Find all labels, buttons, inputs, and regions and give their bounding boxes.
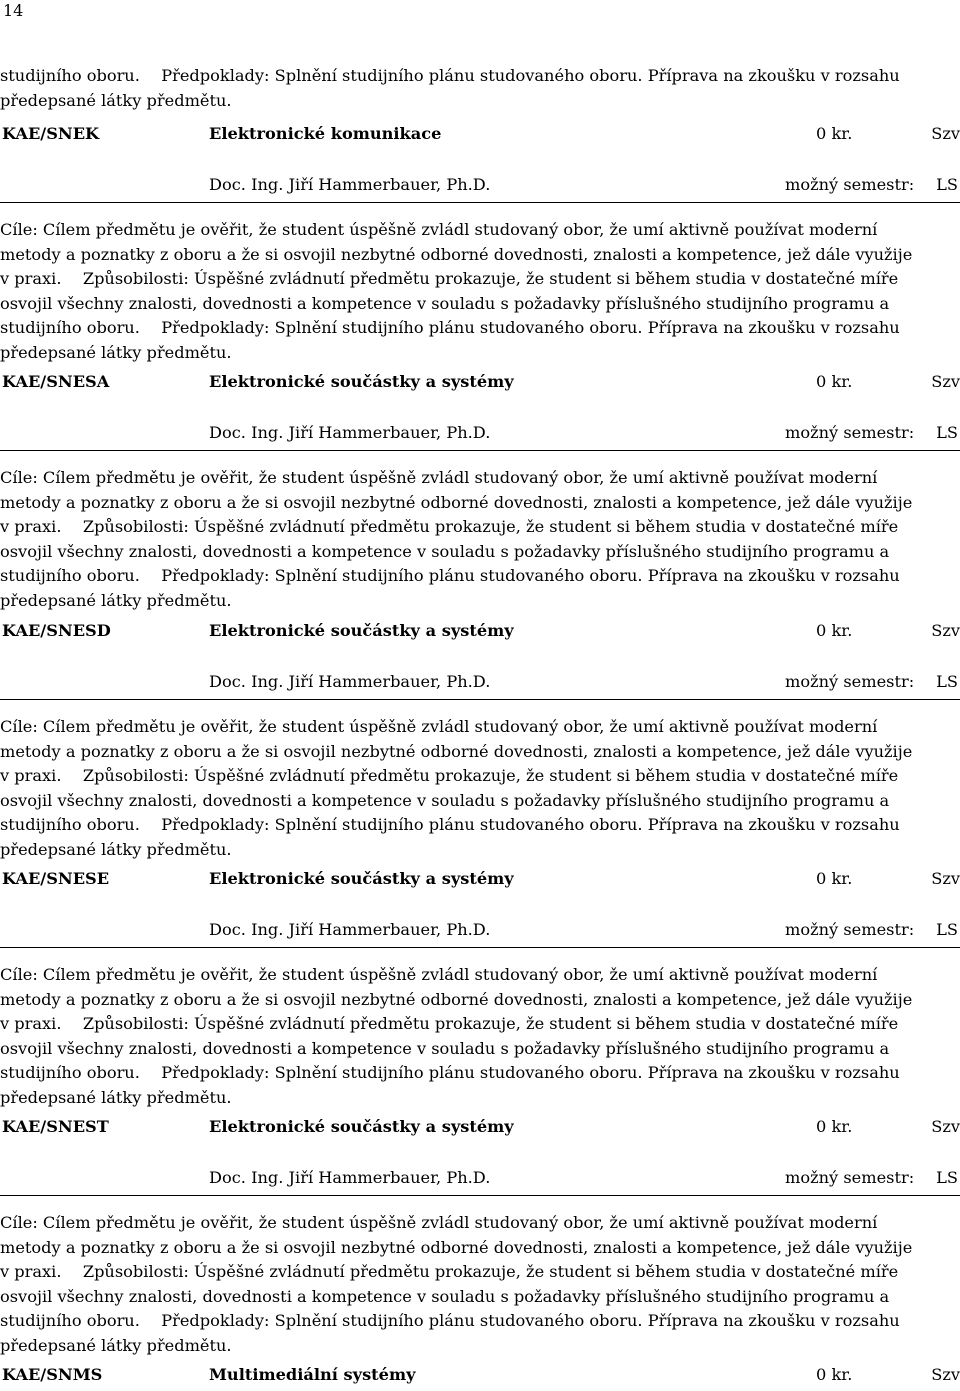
course-credits: 0 kr. bbox=[816, 124, 853, 143]
divider bbox=[0, 450, 960, 451]
course-name: Elektronické součástky a systémy bbox=[209, 621, 514, 640]
course-entry bbox=[0, 1117, 960, 1359]
text-line: studijního oboru. Předpoklady: Splnění studijního plánu studovaného oboru. Příprava na zkoušku v rozsahu bbox=[0, 66, 900, 85]
text-line: Cíle: Cílem předmětu je ověřit, že student úspěšně zvládl studovaný obor, že umí aktivně používat moderní bbox=[0, 468, 878, 487]
semester-value: LS bbox=[936, 920, 958, 939]
page-number: 14 bbox=[3, 1, 24, 20]
text-line: předepsané látky předmětu. bbox=[0, 1087, 232, 1107]
text-line: v praxi. Způsobilosti: Úspěšné zvládnutí předmětu prokazuje, že student si během studia v dostatečné míře bbox=[0, 269, 899, 289]
course-entry bbox=[0, 621, 960, 863]
course-credits: 0 kr. bbox=[816, 372, 853, 391]
course-header bbox=[0, 1117, 960, 1143]
text-line: Cíle: Cílem předmětu je ověřit, že student úspěšně zvládl studovaný obor, že umí aktivně používat moderní bbox=[0, 220, 878, 239]
semester-value: LS bbox=[936, 175, 958, 194]
text-line: Cíle: Cílem předmětu je ověřit, že student úspěšně zvládl studovaný obor, že umí aktivně používat moderní bbox=[0, 1213, 878, 1232]
course-code: KAE/SNESE bbox=[2, 869, 110, 888]
semester-value: LS bbox=[936, 1168, 958, 1187]
course-credits: 0 kr. bbox=[816, 1365, 853, 1384]
text-line: osvojil všechny znalosti, dovednosti a kompetence v souladu s požadavky příslušného studijního programu a bbox=[0, 1286, 890, 1306]
text-line: předepsané látky předmětu. bbox=[0, 839, 232, 859]
course-teacher-row bbox=[0, 672, 960, 698]
text-line: osvojil všechny znalosti, dovednosti a kompetence v souladu s požadavky příslušného studijního programu a bbox=[0, 541, 890, 561]
course-teacher-row bbox=[0, 423, 960, 449]
text-line: předepsané látky předmětu. bbox=[0, 1335, 232, 1355]
semester-value: LS bbox=[936, 423, 958, 442]
text-line: studijního oboru. Předpoklady: Splnění studijního plánu studovaného oboru. Příprava na zkoušku v rozsahu bbox=[0, 318, 900, 338]
course-credits: 0 kr. bbox=[816, 869, 853, 888]
course-entry bbox=[0, 372, 960, 614]
course-code: KAE/SNMS bbox=[2, 1365, 103, 1384]
divider bbox=[0, 947, 960, 948]
course-teacher-row bbox=[0, 175, 960, 201]
course-code: KAE/SNEK bbox=[2, 124, 100, 143]
text-line: předepsané látky předmětu. bbox=[0, 90, 232, 110]
course-ending: Szv bbox=[931, 1365, 960, 1384]
text-line: předepsané látky předmětu. bbox=[0, 590, 232, 610]
text-line: metody a poznatky z oboru a že si osvojil nezbytné odborné dovednosti, znalosti a kompetence, jež dále využije bbox=[0, 741, 913, 761]
text-line: v praxi. Způsobilosti: Úspěšné zvládnutí předmětu prokazuje, že student si během studia v dostatečné míře bbox=[0, 517, 899, 537]
semester-value: LS bbox=[936, 672, 958, 691]
text-line: v praxi. Způsobilosti: Úspěšné zvládnutí předmětu prokazuje, že student si během studia v dostatečné míře bbox=[0, 766, 899, 786]
course-header bbox=[0, 124, 960, 150]
divider bbox=[0, 699, 960, 700]
text-line: metody a poznatky z oboru a že si osvojil nezbytné odborné dovednosti, znalosti a kompetence, jež dále využije bbox=[0, 492, 913, 512]
text-line: studijního oboru. Předpoklady: Splnění studijního plánu studovaného oboru. Příprava na zkoušku v rozsahu bbox=[0, 566, 900, 586]
course-ending: Szv bbox=[931, 621, 960, 640]
course-header bbox=[0, 621, 960, 647]
course-name: Elektronické součástky a systémy bbox=[209, 869, 514, 888]
course-entry bbox=[0, 124, 960, 366]
text-line: předepsané látky předmětu. bbox=[0, 342, 232, 362]
course-name: Multimediální systémy bbox=[209, 1365, 416, 1384]
course-entry bbox=[0, 1365, 960, 1391]
course-credits: 0 kr. bbox=[816, 621, 853, 640]
course-code: KAE/SNESA bbox=[2, 372, 110, 391]
course-credits: 0 kr. bbox=[816, 1117, 853, 1136]
text-line: Cíle: Cílem předmětu je ověřit, že student úspěšně zvládl studovaný obor, že umí aktivně používat moderní bbox=[0, 717, 878, 736]
course-lecturer: Doc. Ing. Jiří Hammerbauer, Ph.D. bbox=[209, 672, 491, 691]
text-line: osvojil všechny znalosti, dovednosti a kompetence v souladu s požadavky příslušného studijního programu a bbox=[0, 790, 890, 810]
course-lecturer: Doc. Ing. Jiří Hammerbauer, Ph.D. bbox=[209, 920, 491, 939]
text-line: Cíle: Cílem předmětu je ověřit, že student úspěšně zvládl studovaný obor, že umí aktivně používat moderní bbox=[0, 965, 878, 984]
text-line: metody a poznatky z oboru a že si osvojil nezbytné odborné dovednosti, znalosti a kompetence, jež dále využije bbox=[0, 244, 913, 264]
text-line: studijního oboru. Předpoklady: Splnění studijního plánu studovaného oboru. Příprava na zkoušku v rozsahu bbox=[0, 1311, 900, 1331]
text-line: metody a poznatky z oboru a že si osvojil nezbytné odborné dovednosti, znalosti a kompetence, jež dále využije bbox=[0, 1237, 913, 1257]
intro-paragraph bbox=[0, 64, 960, 113]
course-name: Elektronické komunikace bbox=[209, 124, 442, 143]
course-name: Elektronické součástky a systémy bbox=[209, 1117, 514, 1136]
course-description bbox=[0, 466, 960, 614]
text-line: osvojil všechny znalosti, dovednosti a kompetence v souladu s požadavky příslušného studijního programu a bbox=[0, 293, 890, 313]
course-description bbox=[0, 1211, 960, 1359]
course-entry bbox=[0, 869, 960, 1111]
semester-label: možný semestr: bbox=[785, 1168, 915, 1187]
course-description bbox=[0, 715, 960, 863]
course-teacher-row bbox=[0, 920, 960, 946]
text-line: studijního oboru. Předpoklady: Splnění studijního plánu studovaného oboru. Příprava na zkoušku v rozsahu bbox=[0, 1063, 900, 1083]
semester-label: možný semestr: bbox=[785, 175, 915, 194]
course-teacher-row bbox=[0, 1168, 960, 1194]
divider bbox=[0, 1195, 960, 1196]
divider bbox=[0, 202, 960, 203]
course-lecturer: Doc. Ing. Jiří Hammerbauer, Ph.D. bbox=[209, 175, 491, 194]
course-code: KAE/SNESD bbox=[2, 621, 111, 640]
semester-label: možný semestr: bbox=[785, 920, 915, 939]
text-line: metody a poznatky z oboru a že si osvojil nezbytné odborné dovednosti, znalosti a kompetence, jež dále využije bbox=[0, 989, 913, 1009]
course-lecturer: Doc. Ing. Jiří Hammerbauer, Ph.D. bbox=[209, 1168, 491, 1187]
course-lecturer: Doc. Ing. Jiří Hammerbauer, Ph.D. bbox=[209, 423, 491, 442]
course-header bbox=[0, 1365, 960, 1391]
text-line: studijního oboru. Předpoklady: Splnění studijního plánu studovaného oboru. Příprava na zkoušku v rozsahu bbox=[0, 815, 900, 835]
text-line: osvojil všechny znalosti, dovednosti a kompetence v souladu s požadavky příslušného studijního programu a bbox=[0, 1038, 890, 1058]
text-line: v praxi. Způsobilosti: Úspěšné zvládnutí předmětu prokazuje, že student si během studia v dostatečné míře bbox=[0, 1262, 899, 1282]
course-ending: Szv bbox=[931, 372, 960, 391]
semester-label: možný semestr: bbox=[785, 672, 915, 691]
course-name: Elektronické součástky a systémy bbox=[209, 372, 514, 391]
course-description bbox=[0, 963, 960, 1111]
course-ending: Szv bbox=[931, 1117, 960, 1136]
course-code: KAE/SNEST bbox=[2, 1117, 109, 1136]
course-header bbox=[0, 372, 960, 398]
semester-label: možný semestr: bbox=[785, 423, 915, 442]
text-line: v praxi. Způsobilosti: Úspěšné zvládnutí předmětu prokazuje, že student si během studia v dostatečné míře bbox=[0, 1014, 899, 1034]
course-description bbox=[0, 218, 960, 366]
course-ending: Szv bbox=[931, 869, 960, 888]
course-ending: Szv bbox=[931, 124, 960, 143]
course-header bbox=[0, 869, 960, 895]
